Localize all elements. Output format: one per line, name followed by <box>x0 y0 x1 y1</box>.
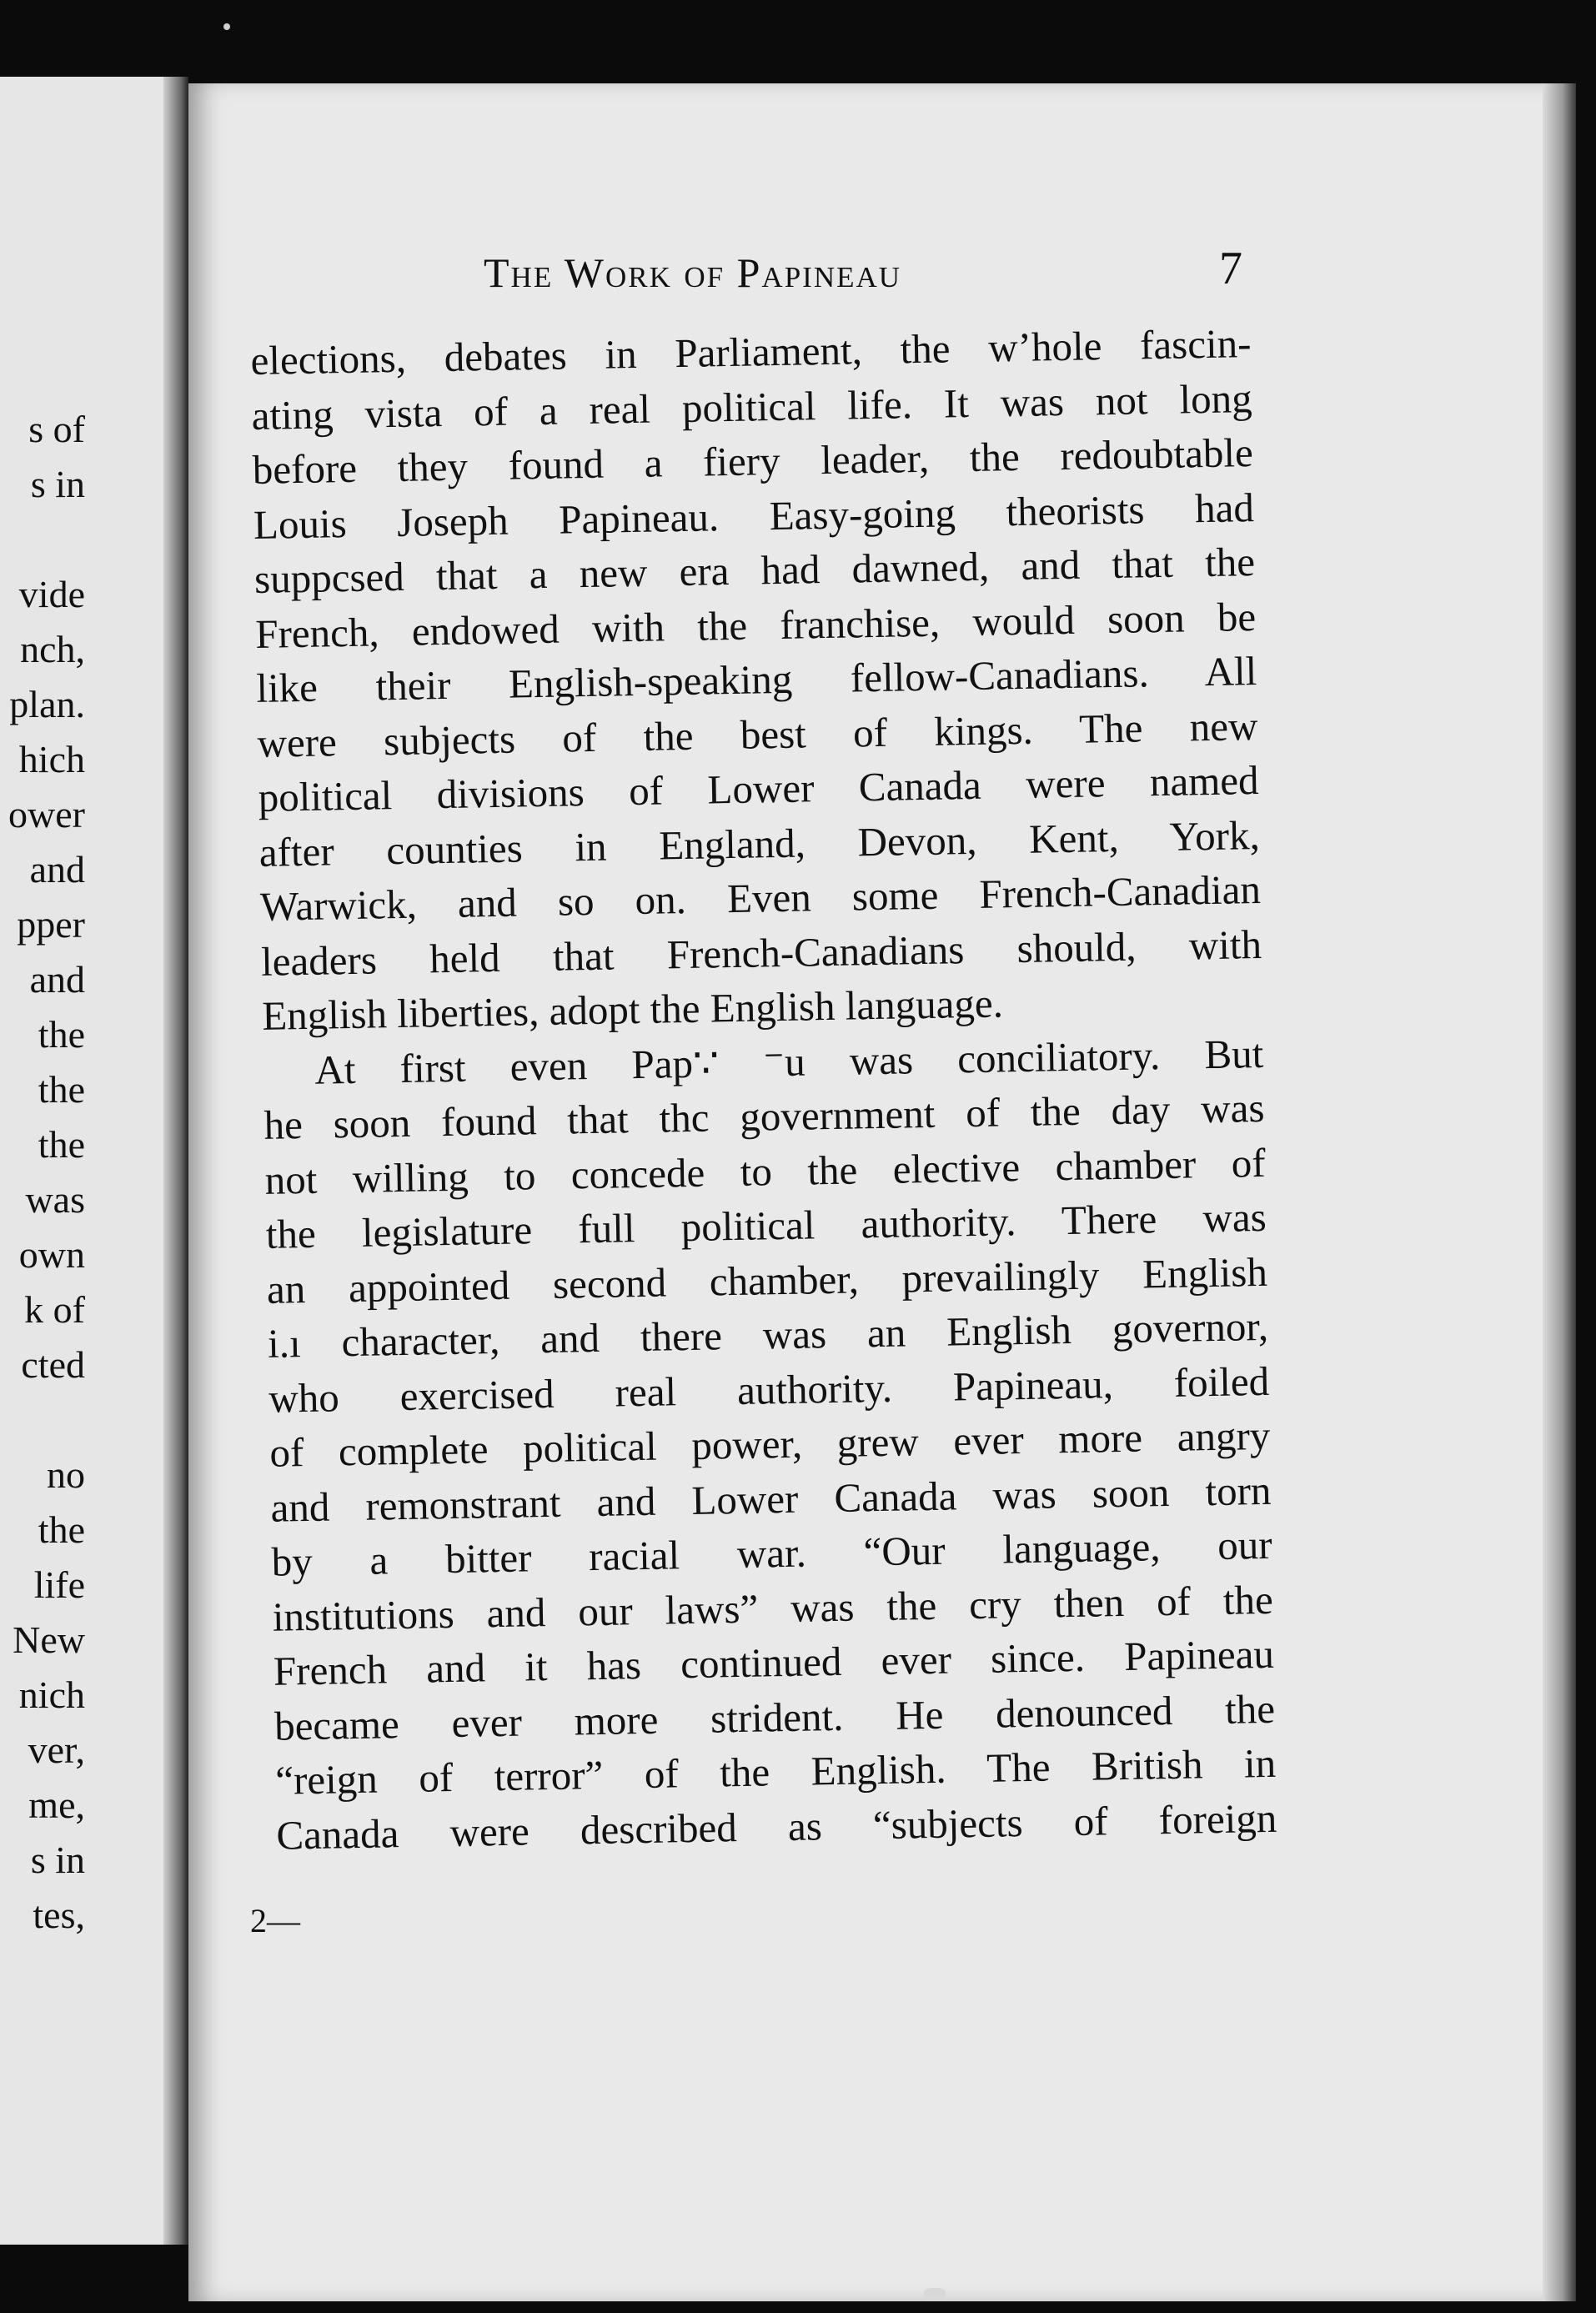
text-line: English liberties, adopt the English language. <box>261 980 1004 1039</box>
previous-page-line: nich <box>18 1673 85 1716</box>
text-line: French and it has continued ever since. Papineau <box>273 1630 1275 1694</box>
previous-page-line: vide <box>18 573 85 615</box>
text-line: like their English-speaking fellow-Canadians. All <box>255 647 1257 711</box>
text-line: and remonstrant and Lower Canada was soon torn <box>270 1467 1272 1531</box>
text-line: leaders held that French-Canadians should, with <box>260 921 1262 985</box>
text-line: Louis Joseph Papineau. Easy-going theorists had <box>253 484 1255 548</box>
text-line: an appointed second chamber, prevailingly English <box>266 1248 1268 1312</box>
text-line: he soon found that thc government of the day was <box>263 1084 1265 1148</box>
previous-page-line: k of <box>24 1288 85 1331</box>
previous-page-line: and <box>29 958 85 1001</box>
text-line: by a bitter racial war. “Our language, our <box>271 1521 1273 1585</box>
previous-page-line: s of <box>28 408 85 450</box>
previous-page-line: the <box>38 1123 85 1166</box>
previous-page-line: New <box>13 1618 85 1661</box>
signature-mark: 2— <box>250 1902 300 1939</box>
previous-page-line: cted <box>21 1343 85 1386</box>
text-line: were subjects of the best of kings. The new <box>257 702 1258 766</box>
text-line: French, endowed with the franchise, would soon be <box>254 593 1257 657</box>
page-edge <box>1543 83 1576 2301</box>
text-line: political divisions of Lower Canada were named <box>258 756 1260 820</box>
text-line: who exercised real authority. Papineau, foiled <box>268 1357 1270 1422</box>
text-line: suppcsed that a new era had dawned, and that the <box>253 539 1256 602</box>
previous-page-line: hich <box>18 738 85 780</box>
previous-page-line: and <box>29 848 85 891</box>
text-line: after counties in England, Devon, Kent, York, <box>258 811 1261 876</box>
scan-speck <box>223 23 230 30</box>
body-text <box>250 316 1277 1863</box>
text-line: “reign of terror” of the English. The British in <box>274 1739 1277 1804</box>
previous-page-line: the <box>38 1508 85 1551</box>
running-head: The Work of Papineau <box>484 249 902 296</box>
previous-page-line: ver, <box>28 1728 85 1771</box>
previous-page-line: nch, <box>20 628 85 670</box>
previous-page-line: the <box>38 1013 85 1056</box>
previous-page-line: me, <box>28 1784 85 1826</box>
text-line: i.ı character, and there was an English governor, <box>267 1302 1269 1367</box>
text-line: Warwick, and so on. Even some French-Canadian <box>259 865 1262 930</box>
previous-page-line: pper <box>17 903 85 946</box>
text-line: At first even Pap∵ ⁻u was conciliatory. But <box>314 1030 1264 1093</box>
text-line: of complete political power, grew ever more angry <box>269 1412 1271 1476</box>
previous-page-line: no <box>47 1453 85 1496</box>
previous-page-fragment <box>0 77 185 2245</box>
book-gutter <box>163 77 188 2245</box>
previous-page-line: plan. <box>9 683 85 725</box>
text-line: Canada were described as “subjects of foreign <box>275 1794 1277 1859</box>
text-line: not willing to concede to the elective chamber of <box>264 1139 1267 1203</box>
text-line: ating vista of a real political life. It was not long <box>251 374 1253 439</box>
previous-page-text <box>8 402 85 1943</box>
text-line: became ever more strident. He denounced the <box>274 1685 1276 1749</box>
previous-page-line: s in <box>30 463 85 505</box>
previous-page-line: tes, <box>33 1894 85 1936</box>
page-number: 7 <box>1219 243 1242 294</box>
previous-page-line: the <box>38 1068 85 1111</box>
previous-page-line: was <box>25 1178 85 1221</box>
previous-page-line: ower <box>8 793 85 835</box>
previous-page-line <box>8 512 85 567</box>
previous-page-line: s in <box>30 1839 85 1881</box>
previous-page-line: life <box>33 1563 85 1606</box>
text-line: elections, debates in Parliament, the wʼhole fascin- <box>250 320 1252 384</box>
text-line: before they found a fiery leader, the redoubtable <box>252 429 1254 493</box>
previous-page-line <box>8 1392 85 1448</box>
previous-page-line: own <box>18 1233 85 1276</box>
scan-speck <box>924 2288 946 2300</box>
text-line: institutions and our laws” was the cry then of the <box>272 1576 1274 1640</box>
text-line: the legislature full political authority. There was <box>265 1193 1267 1257</box>
